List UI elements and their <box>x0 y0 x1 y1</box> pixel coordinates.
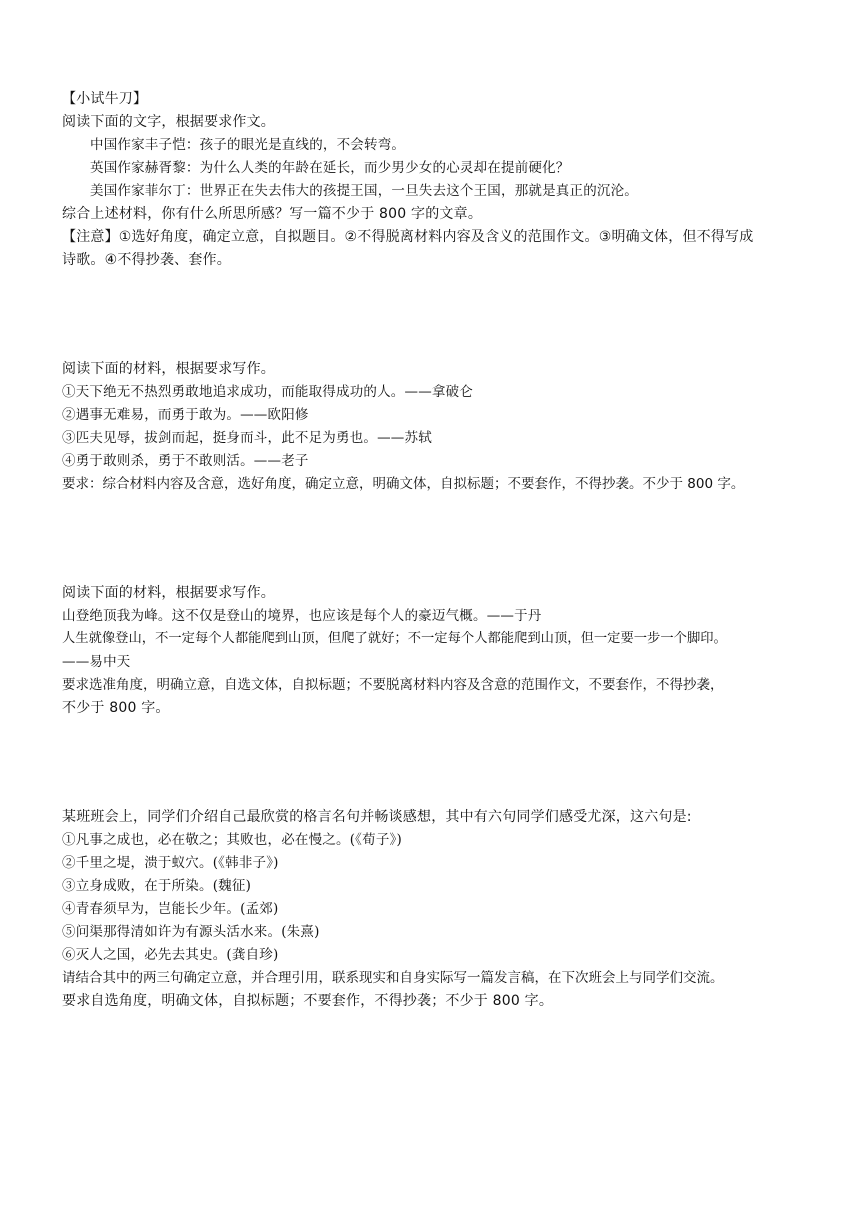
quote-feng-zikai: 中国作家丰子恺：孩子的眼光是直线的，不会转弯。 <box>90 137 406 153</box>
section2-requirement: 要求：综合材料内容及含意，选好角度，确定立意，明确文体，自拟标题；不要套作，不得抄袭。不少于 800 字。 <box>62 476 745 492</box>
quote-su-shi: ③匹夫见辱，拔剑而起，挺身而斗，此不足为勇也。——苏轼 <box>62 430 432 446</box>
section2-intro: 阅读下面的材料，根据要求写作。 <box>62 361 275 377</box>
section1-note-continued: 诗歌。④不得抄袭、套作。 <box>62 252 231 268</box>
quote-ouyang-xiu: ②遇事无难易，而勇于敢为。——欧阳修 <box>62 407 309 423</box>
quote-zhu-xi: ⑤问渠那得清如许为有源头活水来。(朱熹) <box>62 924 320 940</box>
quote-yi-zhongtian-attribution: ——易中天 <box>62 654 131 670</box>
section1-note: 【注意】①选好角度，确定立意，自拟题目。②不得脱离材料内容及含义的范围作文。③明确文体，但不得写成 <box>62 229 754 245</box>
section1-intro: 阅读下面的文字，根据要求作文。 <box>62 114 275 130</box>
quote-yi-zhongtian: 人生就像登山，不一定每个人都能爬到山顶，但爬了就好；不一定每个人都能爬到山顶，但一定要一步一个脚印。 <box>62 631 727 646</box>
section4-task: 请结合其中的两三句确定立意，并合理引用，联系现实和自身实际写一篇发言稿，在下次班会上与同学们交流。 <box>62 970 724 986</box>
section3-requirement-continued: 不少于 800 字。 <box>62 700 170 716</box>
quote-yu-dan: 山登绝顶我为峰。这不仅是登山的境界，也应该是每个人的豪迈气概。——于丹 <box>62 608 542 624</box>
quote-laozi: ④勇于敢则杀，勇于不敢则活。——老子 <box>62 453 309 469</box>
quote-wei-zheng: ③立身成败，在于所染。(魏征) <box>62 878 252 894</box>
section3-requirement: 要求选准角度，明确立意，自选文体，自拟标题；不要脱离材料内容及含意的范围作文，不要套作，不得抄袭， <box>62 677 724 693</box>
quote-fielding: 美国作家菲尔丁：世界正在失去伟大的孩提王国，一旦失去这个王国，那就是真正的沉沦。 <box>90 183 638 199</box>
section1-prompt: 综合上述材料，你有什么所思所感？写一篇不少于 800 字的文章。 <box>62 206 483 222</box>
quote-hanfeizi: ②千里之堤，溃于蚁穴。(《韩非子》) <box>62 855 279 871</box>
quote-napoleon: ①天下绝无不热烈勇敢地追求成功，而能取得成功的人。——拿破仑 <box>62 384 473 400</box>
section4-requirement: 要求自选角度，明确文体，自拟标题；不要套作，不得抄袭；不少于 800 字。 <box>62 993 554 1009</box>
section-heading: 【小试牛刀】 <box>62 91 148 107</box>
quote-gong-zizhen: ⑥灭人之国，必先去其史。(龚自珍) <box>62 947 279 963</box>
quote-meng-jiao: ④青春须早为，岂能长少年。(孟郊) <box>62 901 279 917</box>
section4-intro: 某班班会上，同学们介绍自己最欣赏的格言名句并畅谈感想，其中有六句同学们感受尤深，这六句是: <box>62 809 692 825</box>
section3-intro: 阅读下面的材料，根据要求写作。 <box>62 585 275 601</box>
quote-huxley: 英国作家赫胥黎：为什么人类的年龄在延长，而少男少女的心灵却在提前硬化？ <box>90 160 570 176</box>
quote-xunzi: ①凡事之成也，必在敬之；其败也，必在慢之。(《荀子》) <box>62 832 402 848</box>
